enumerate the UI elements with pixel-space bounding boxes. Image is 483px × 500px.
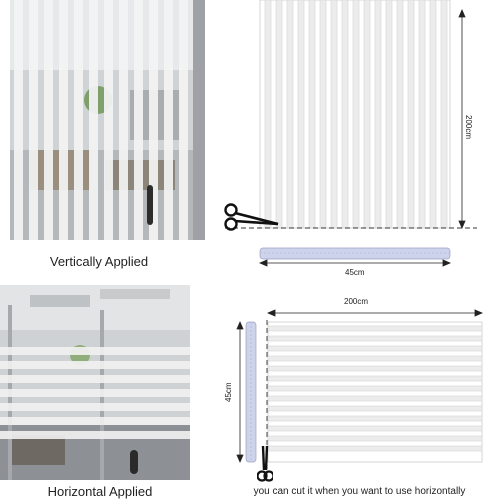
vertical-height-label: 200cm — [464, 115, 473, 140]
horizontal-applied-photo — [0, 285, 190, 480]
vertical-width-label: 45cm — [345, 268, 365, 277]
vertical-roll-diagram — [215, 0, 483, 285]
vertical-applied-photo — [10, 0, 205, 240]
vertical-applied-caption: Vertically Applied — [49, 254, 149, 269]
horizontal-width-label: 200cm — [344, 297, 369, 306]
scissors-icon — [257, 444, 273, 484]
cut-note-caption: you can cut it when you want to use horizontally — [253, 486, 466, 497]
vertical-applied-illustration — [10, 0, 205, 240]
horizontal-height-label: 45cm — [224, 382, 233, 402]
horizontal-applied-caption: Horizontal Applied — [47, 484, 153, 499]
scissors-icon — [222, 203, 282, 231]
